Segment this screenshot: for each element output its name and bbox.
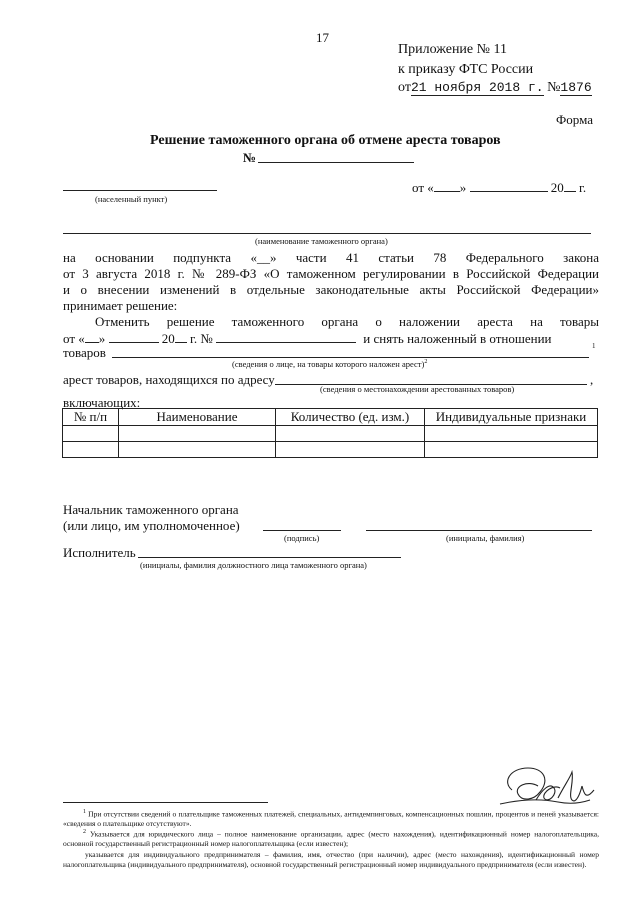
chief-name-field — [366, 530, 592, 531]
decision-number-field — [258, 162, 414, 163]
footnote-2: $^2$ Указывается для юридического лица – полное наименование организации, адрес (место нахождения), идентификационный номер налогоплательщика, основной государственный регистрационный номер налогоплательщика (если известен); — [63, 829, 599, 849]
col-header-quantity: Количество (ед. изм.) — [276, 409, 425, 426]
footnote-ref-1: 1 — [592, 342, 596, 350]
address-caption: (сведения о местонахождении арестованных товаров) — [320, 384, 515, 394]
order-label: к приказу ФТС России — [398, 62, 534, 77]
footnote-1: $^1$ При отсутствии сведений о плательщике таможенных платежей, специальных, антидемпинговых, компенсационных пошлин, процентов и пеней указывается: «сведения о плательщике отсутствуют». — [63, 809, 600, 829]
chief-label: Начальник таможенного органа — [63, 502, 239, 517]
goods-owner-field — [112, 357, 589, 358]
signature-caption: (подпись) — [284, 533, 320, 543]
footnote-3: указывается для индивидуального предпринимателя – фамилия, имя, отчество (при наличии), адрес (место нахождения), идентификационный номер налогоплательщика (индивидуального предпринимателя), основной государственный регистрационный номер индивидуального предпринимателя (если известен). — [63, 850, 599, 869]
executor-field — [138, 557, 401, 558]
address-label: арест товаров, находящихся по адресу — [63, 372, 275, 387]
signature-field — [263, 530, 341, 531]
col-header-features: Индивидуальные признаки — [425, 409, 598, 426]
customs-organ-field — [63, 233, 591, 234]
chief-label-2: (или лицо, им уполномоченное) — [63, 518, 240, 533]
para1-line1: на основании подпункта «__» части 41 статьи 78 Федерального закона — [63, 250, 599, 265]
person-caption: (сведения о лице, на товары которого наложен арест)$^2$ — [232, 359, 428, 369]
form-label: Форма — [556, 112, 593, 127]
goods-table — [62, 408, 598, 458]
goods-label: товаров — [63, 345, 106, 360]
number-prefix: № — [547, 80, 561, 95]
date-prefix: от — [398, 80, 411, 95]
footnote-separator — [63, 802, 268, 803]
order-date-line — [398, 80, 592, 96]
date-from-label: от « » 20 г. — [412, 180, 587, 195]
para2-line2: от « » 20 г. № и снять наложенный в отношении — [63, 331, 552, 346]
address-comma: , — [590, 372, 594, 387]
number-sign: № — [243, 150, 257, 165]
place-caption: (населенный пункт) — [95, 194, 168, 204]
table-header-row — [63, 409, 598, 426]
order-date: 21 ноября 2018 г. — [410, 80, 544, 95]
appendix-label: Приложение № 11 — [398, 42, 507, 57]
table-row — [63, 442, 598, 458]
chief-name-caption: (инициалы, фамилия) — [446, 533, 525, 543]
executor-label: Исполнитель — [63, 545, 136, 560]
para1-line4: принимает решение: — [63, 298, 178, 313]
page-number: 17 — [316, 30, 329, 45]
order-number: 1876 — [560, 80, 592, 95]
place-field — [63, 190, 217, 191]
para1-line3: и о внесении изменений в отдельные законодательные акты Российской Федерации» — [63, 282, 599, 297]
including-label: включающих: — [63, 395, 141, 410]
para1-line2: от 3 августа 2018 г. № 289-ФЗ «О таможенном регулировании в Российской Федерации — [63, 266, 599, 281]
customs-organ-caption: (наименование таможенного органа) — [255, 236, 388, 246]
para2-line1: Отменить решение таможенного органа о наложении ареста на товары — [95, 314, 599, 329]
col-header-name: Наименование — [119, 409, 276, 426]
table-row — [63, 426, 598, 442]
executor-caption: (инициалы, фамилия должностного лица таможенного органа) — [140, 560, 367, 570]
col-header-number: № п/п — [63, 409, 119, 426]
document-title: Решение таможенного органа об отмене ареста товаров — [150, 133, 501, 148]
